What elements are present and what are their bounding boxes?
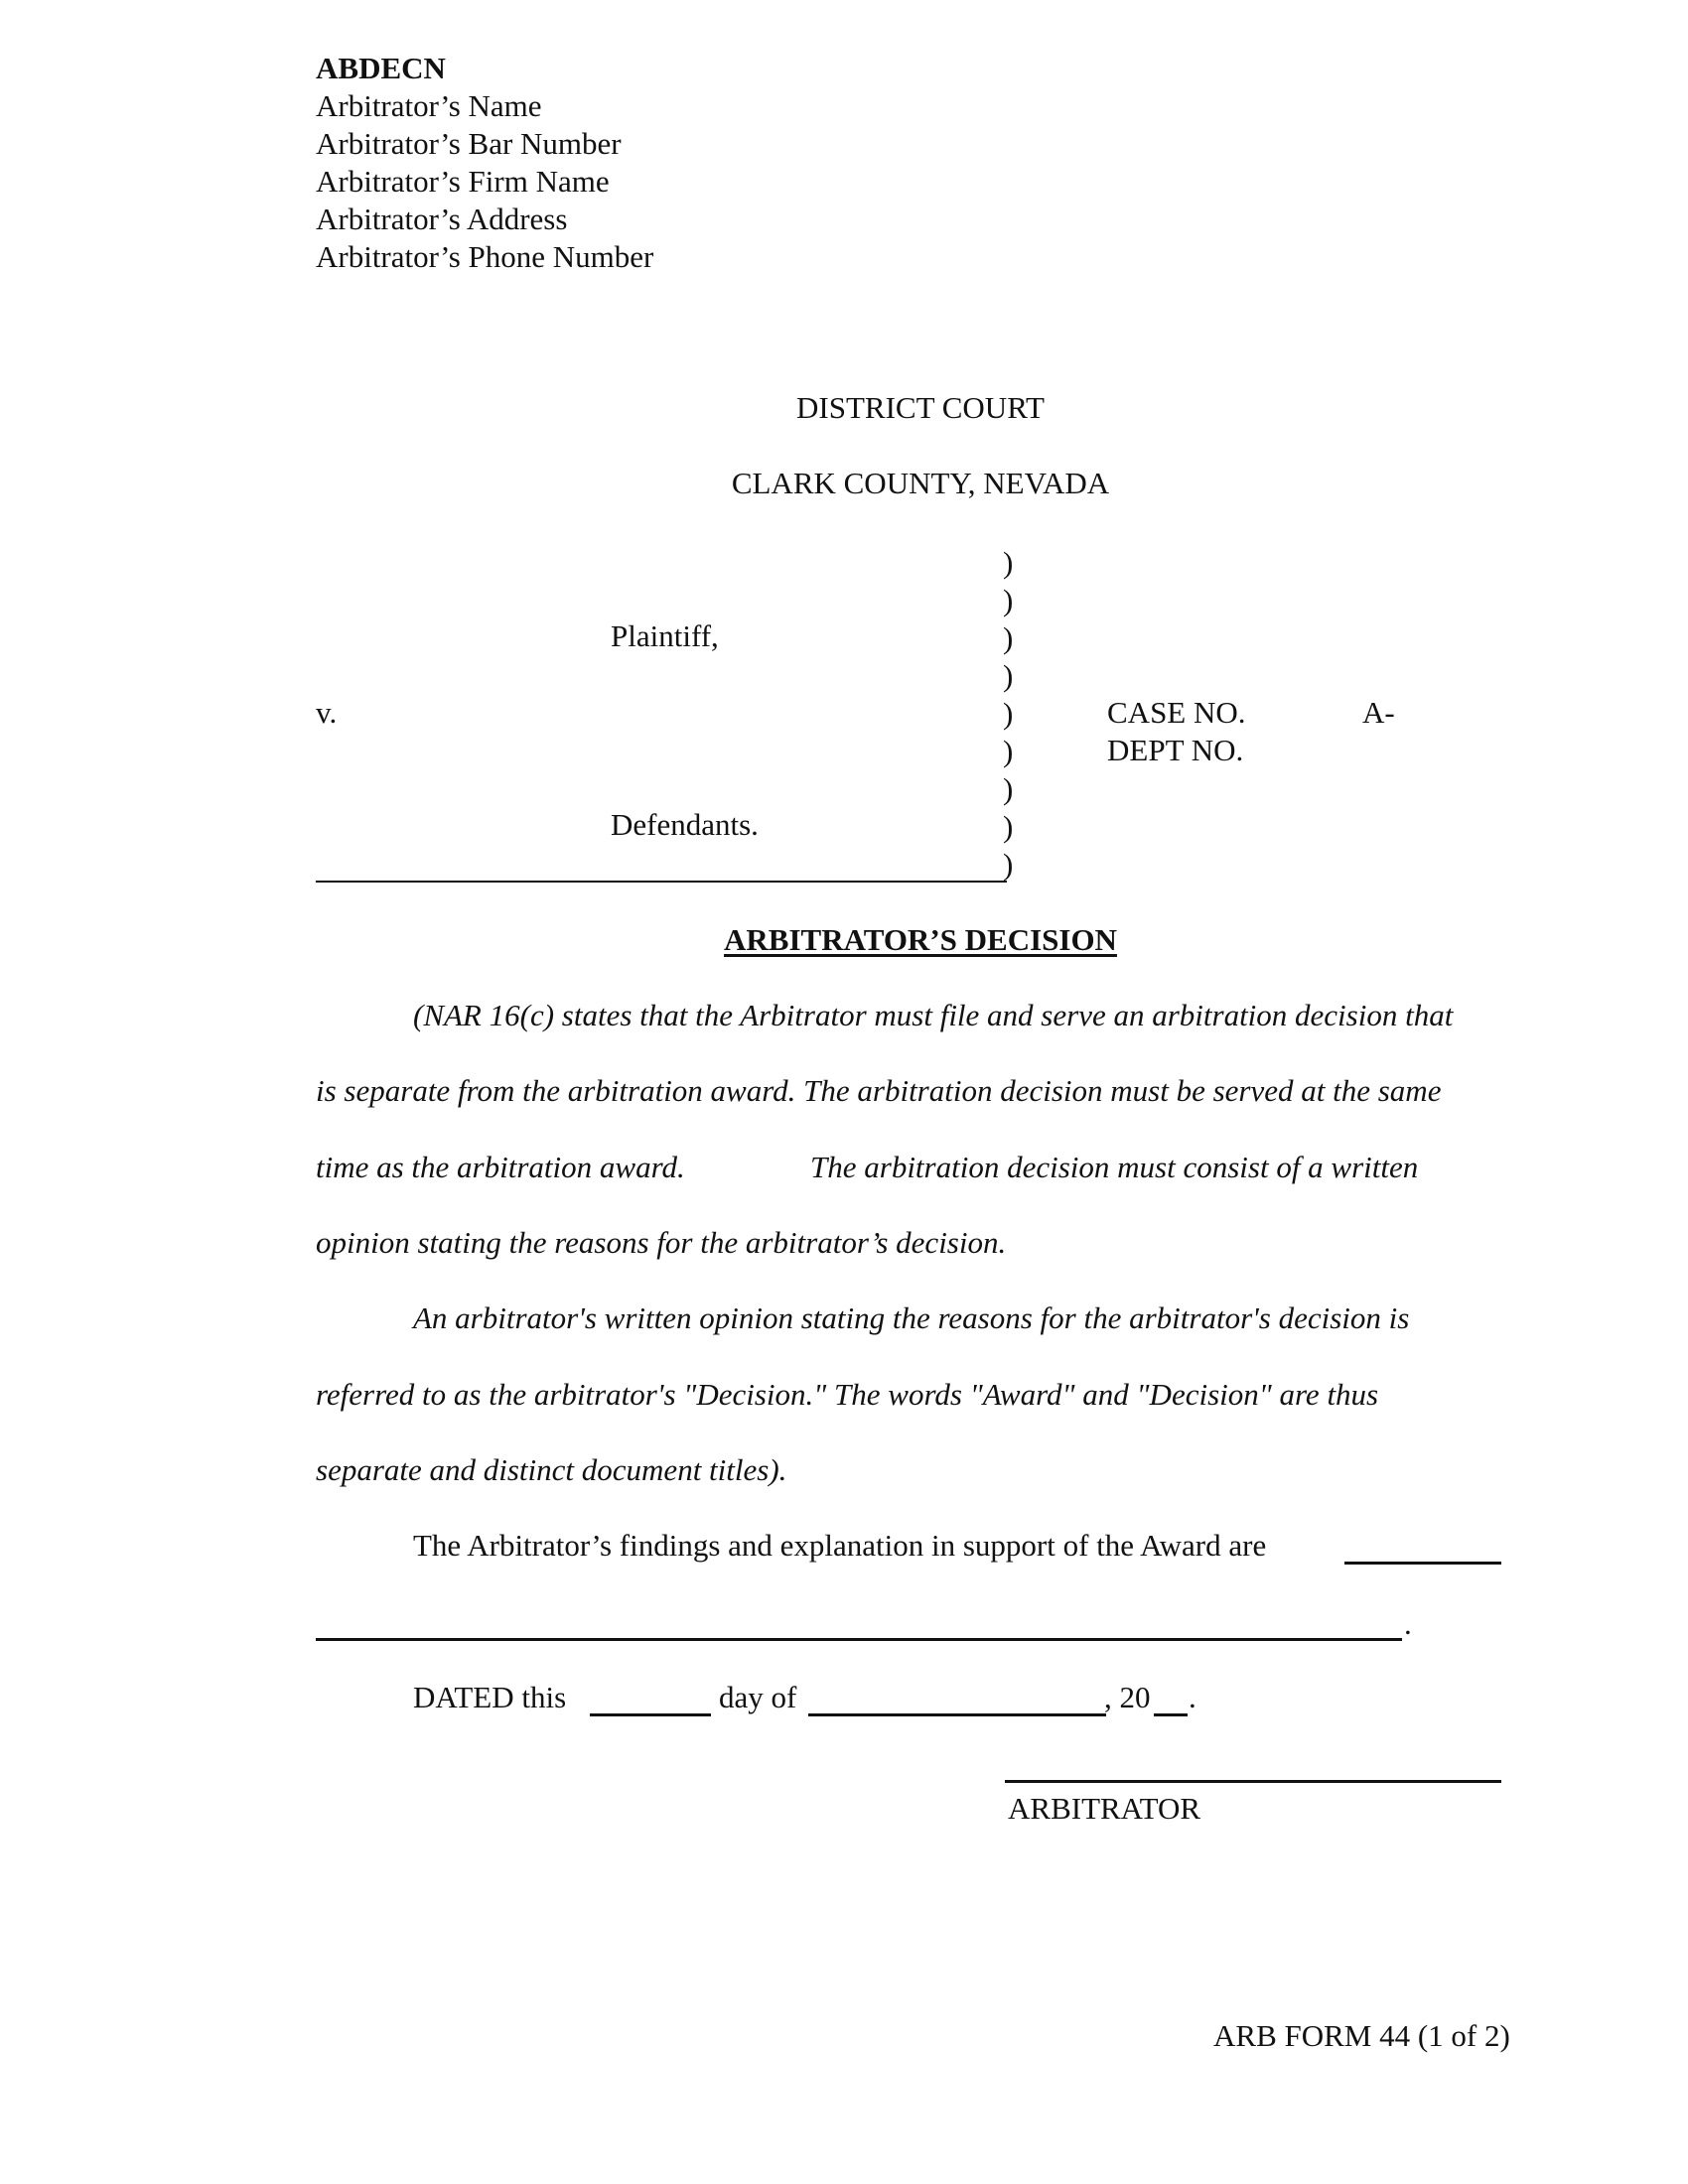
arbitrator-phone: Arbitrator’s Phone Number (316, 239, 654, 274)
caption-underline (316, 881, 1007, 883)
arbitrator-bar-number: Arbitrator’s Bar Number (316, 126, 622, 161)
findings-blank[interactable] (1344, 1562, 1501, 1565)
day-blank[interactable] (590, 1713, 711, 1716)
caption-paren: ) (1003, 771, 1014, 806)
caption-paren: ) (1003, 658, 1014, 693)
instructions-line: The arbitration decision must consist of a written (810, 1150, 1419, 1184)
instructions-line: is separate from the arbitration award. The arbitration decision must be served at the same (316, 1073, 1442, 1108)
month-blank[interactable] (808, 1713, 1106, 1716)
findings-text: The Arbitrator’s findings and explanation in support of the Award are (413, 1528, 1267, 1563)
instructions-line: (NAR 16(c) states that the Arbitrator must file and serve an arbitration decision that (413, 998, 1454, 1032)
findings-blank-line[interactable] (316, 1638, 1402, 1641)
arbitrator-name: Arbitrator’s Name (316, 88, 542, 123)
arbitrator-firm-name: Arbitrator’s Firm Name (316, 164, 610, 199)
caption-paren: ) (1003, 696, 1014, 731)
caption-paren: ) (1003, 809, 1014, 844)
year-blank[interactable] (1154, 1713, 1188, 1716)
dept-no-label: DEPT NO. (1107, 733, 1244, 767)
caption-paren: ) (1003, 620, 1014, 655)
dated-this-label: DATED this (413, 1680, 567, 1714)
caption-paren: ) (1003, 734, 1014, 768)
document-title: ARBITRATOR’S DECISION (724, 922, 1117, 957)
day-of-label: day of (719, 1680, 797, 1714)
instructions-line: time as the arbitration award. (316, 1150, 685, 1184)
form-code: ABDECN (316, 51, 446, 85)
versus-label: v. (316, 695, 338, 730)
caption-paren: ) (1003, 583, 1014, 617)
dated-end: . (1189, 1680, 1196, 1714)
form-footer: ARB FORM 44 (1 of 2) (1213, 2018, 1510, 2053)
case-no-value: A- (1362, 695, 1395, 730)
signature-label: ARBITRATOR (1008, 1791, 1201, 1826)
caption-paren: ) (1003, 847, 1014, 882)
court-county: CLARK COUNTY, NEVADA (731, 466, 1110, 500)
defendants-label: Defendants. (611, 807, 759, 842)
signature-line[interactable] (1005, 1780, 1501, 1783)
year-prefix: , 20 (1104, 1680, 1151, 1714)
findings-period: . (1404, 1606, 1412, 1641)
plaintiff-label: Plaintiff, (611, 618, 719, 653)
instructions-line: separate and distinct document titles). (316, 1452, 787, 1487)
court-name: DISTRICT COURT (796, 390, 1045, 425)
case-no-label: CASE NO. (1107, 695, 1246, 730)
caption-paren: ) (1003, 545, 1014, 580)
instructions-line: opinion stating the reasons for the arbitrator’s decision. (316, 1225, 1007, 1260)
instructions-line: referred to as the arbitrator's "Decision." The words "Award" and "Decision" are thus (316, 1377, 1379, 1412)
arbitrator-address: Arbitrator’s Address (316, 202, 568, 236)
instructions-line: An arbitrator's written opinion stating the reasons for the arbitrator's decision is (413, 1300, 1410, 1335)
